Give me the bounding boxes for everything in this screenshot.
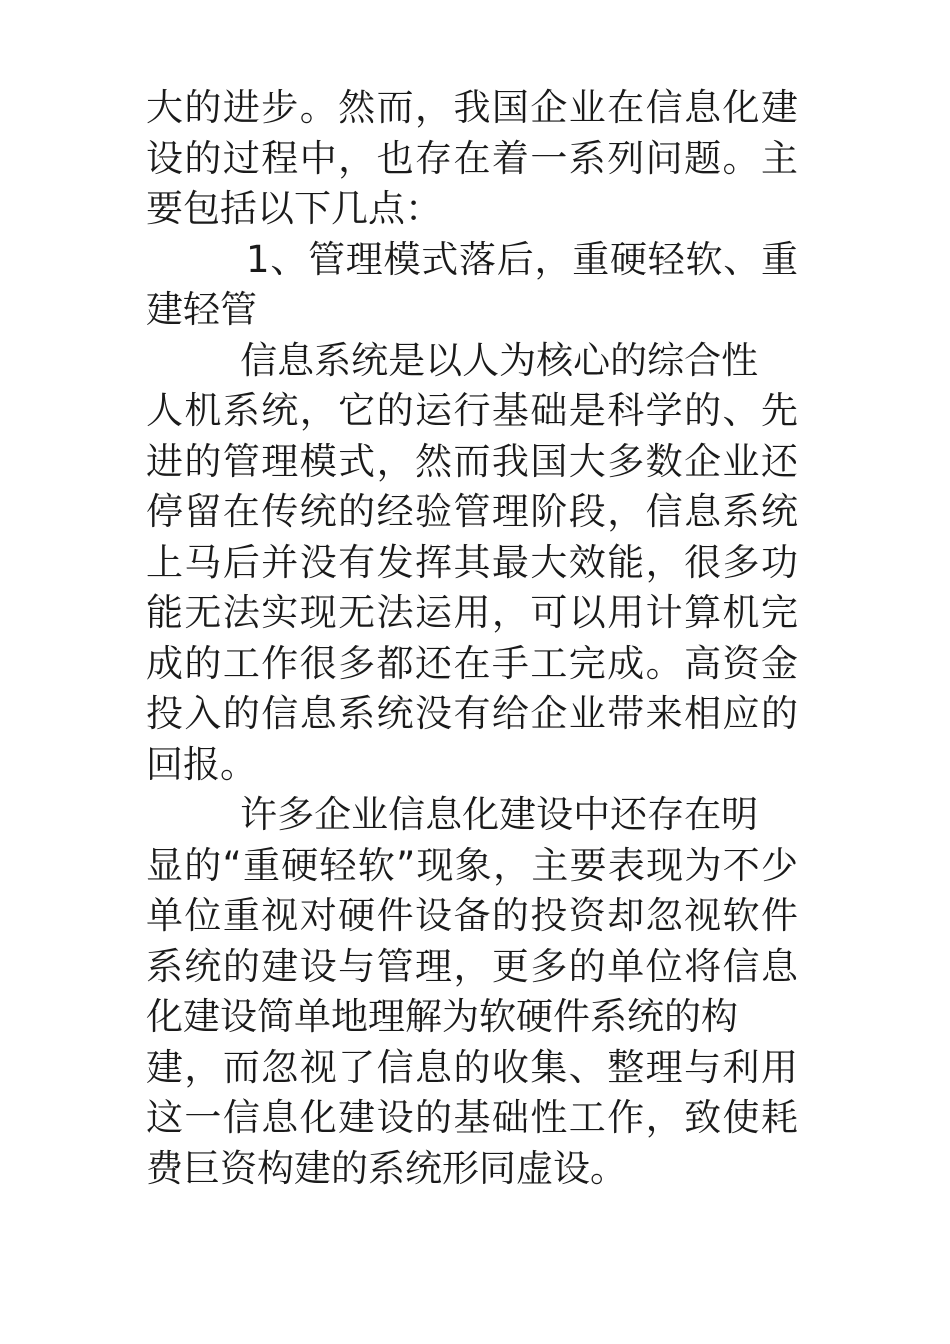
text-line: 人机系统，它的运行基础是科学的、先 — [146, 389, 798, 432]
text-line: 费巨资构建的系统形同虚设。 — [146, 1146, 627, 1190]
text-line: 要包括以下几点： — [146, 187, 442, 230]
text-line: 成的工作很多都还在手工完成。高资金 — [146, 641, 798, 685]
text-line: 能无法实现无法运用，可以用计算机完 — [146, 591, 798, 634]
text-line: 建，而忽视了信息的收集、整理与利用 — [146, 1045, 798, 1089]
text-line: 投入的信息系统没有给企业带来相应的 — [146, 692, 798, 735]
text-line: 设的过程中，也存在着一系列问题。主 — [146, 136, 798, 180]
text-line: 停留在传统的经验管理阶段，信息系统 — [146, 490, 798, 533]
section-heading-line: 1、管理模式落后，重硬轻软、重 — [146, 237, 798, 281]
text-line: 化建设简单地理解为软硬件系统的构 — [146, 995, 738, 1038]
section-heading-line: 建轻管 — [146, 288, 257, 331]
text-line: 单位重视对硬件设备的投资却忽视软件 — [146, 894, 798, 937]
text-line: 系统的建设与管理，更多的单位将信息 — [146, 944, 798, 988]
text-line: 进的管理模式，然而我国大多数企业还 — [146, 439, 798, 483]
text-line: 上马后并没有发挥其最大效能，很多功 — [146, 540, 798, 584]
text-line: 信息系统是以人为核心的综合性 — [146, 338, 759, 382]
text-line: 显的“重硬轻软”现象，主要表现为不少 — [146, 843, 798, 887]
text-line: 大的进步。然而，我国企业在信息化建 — [146, 86, 798, 129]
text-line: 回报。 — [146, 742, 257, 786]
document-body — [146, 83, 798, 1194]
text-line: 这一信息化建设的基础性工作，致使耗 — [146, 1096, 798, 1139]
text-line: 许多企业信息化建设中还存在明 — [146, 793, 759, 836]
